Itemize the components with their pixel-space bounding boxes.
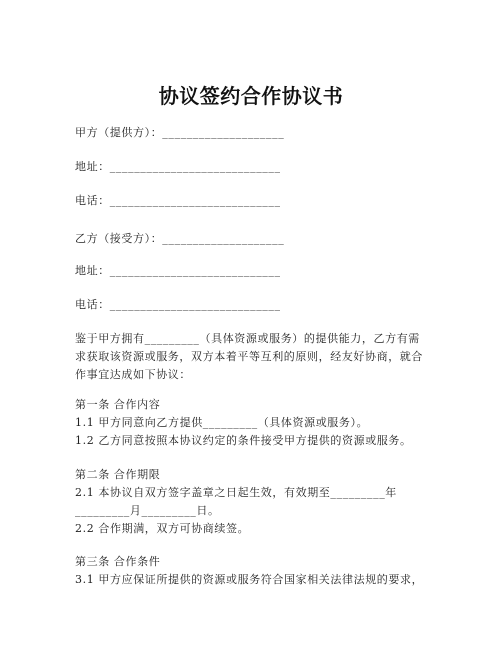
party-b-address-line: 地址：____________________________	[75, 264, 281, 277]
article-2-heading: 第二条 合作期限	[75, 468, 161, 481]
article-2-item-2: 2.2 合作期满，双方可协商续签。	[75, 522, 250, 535]
party-b-line: 乙方（接受方）：____________________	[75, 232, 285, 245]
article-1-item-1: 1.1 甲方同意向乙方提供_________（具体资源或服务）。	[75, 416, 369, 429]
party-b-phone-line: 电话：____________________________	[75, 298, 281, 311]
party-a-line: 甲方（提供方）：____________________	[75, 126, 285, 139]
party-a-address-line: 地址：____________________________	[75, 160, 281, 173]
article-3-heading: 第三条 合作条件	[75, 555, 161, 568]
article-1-item-2: 1.2 乙方同意按照本协议约定的条件接受甲方提供的资源或服务。	[75, 434, 412, 447]
article-3-item-1: 3.1 甲方应保证所提供的资源或服务符合国家相关法律法规的要求，	[75, 573, 424, 586]
article-1-heading: 第一条 合作内容	[75, 398, 161, 411]
party-a-phone-line: 电话：____________________________	[75, 194, 281, 207]
article-2-item-1-line-1: 2.1 本协议自双方签字盖章之日起生效，有效期至_________年	[75, 486, 397, 499]
article-2-item-1-line-2: _________月_________日。	[75, 504, 220, 517]
preamble-paragraph: 鉴于甲方拥有_________（具体资源或服务）的提供能力，乙方有需求获取该资源或服务，双方本着平等互利的原则，经友好协商，就合作事宜达成如下协议：	[75, 332, 423, 381]
document-title: 协议签约合作协议书	[158, 84, 344, 108]
